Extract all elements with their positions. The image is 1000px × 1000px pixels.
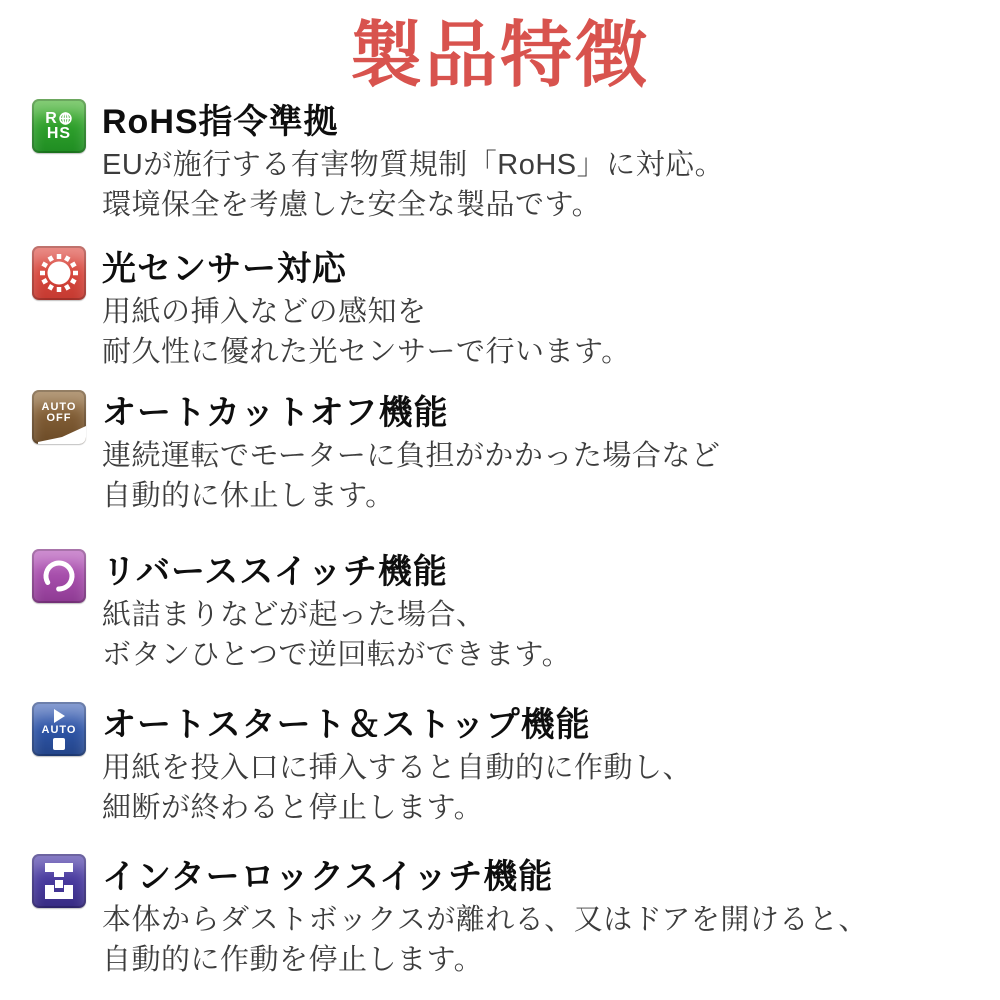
- light-sensor-icon: [32, 246, 86, 300]
- feature-heading: RoHS指令準拠: [102, 103, 339, 141]
- feature-rohs: [32, 99, 962, 225]
- feature-description-line: 用紙の挿入などの感知を: [102, 296, 427, 328]
- feature-heading: オートスタート＆ストップ機能: [102, 706, 591, 744]
- feature-interlock-switch: [32, 854, 962, 980]
- feature-reverse-switch: [32, 549, 962, 675]
- auto-icon-label: AUTO: [41, 723, 77, 736]
- feature-description-line: EUが施行する有害物質規制「RoHS」に対応。: [102, 149, 725, 181]
- rohs-icon-line2: HS: [46, 125, 72, 142]
- reverse-arrow-glyph: [32, 549, 86, 603]
- feature-heading: 光センサー対応: [102, 250, 347, 288]
- feature-description-line: 自動的に作動を停止します。: [102, 944, 484, 976]
- feature-description-line: ボタンひとつで逆回転ができます。: [102, 639, 572, 671]
- feature-description-line: 用紙を投入口に挿入すると自動的に作動し、: [102, 752, 693, 784]
- stop-glyph: [53, 738, 65, 750]
- feature-heading: リバーススイッチ機能: [102, 553, 448, 591]
- feature-light-sensor: [32, 246, 962, 372]
- feature-description-line: 連続運転でモーターに負担がかかった場合など: [102, 440, 721, 472]
- auto-start-stop-icon: [32, 702, 86, 756]
- feature-auto-start-stop: [32, 702, 962, 828]
- reverse-switch-icon: [32, 549, 86, 603]
- paper-glyph: [32, 424, 86, 444]
- feature-description-line: 環境保全を考慮した安全な製品です。: [102, 189, 602, 221]
- sun-glyph: [32, 246, 86, 300]
- globe-glyph: [58, 111, 73, 126]
- rohs-icon: [32, 99, 86, 153]
- interlock-switch-icon: [32, 854, 86, 908]
- feature-heading: インターロックスイッチ機能: [102, 858, 554, 896]
- feature-description-line: 細断が終わると停止します。: [102, 792, 484, 824]
- rohs-icon-line1: R: [45, 111, 73, 126]
- feature-description-line: 紙詰まりなどが起った場合、: [102, 599, 486, 631]
- feature-auto-cut-off: [32, 390, 962, 516]
- feature-description-line: 自動的に休止します。: [102, 480, 395, 512]
- feature-heading: オートカットオフ機能: [102, 394, 449, 432]
- auto-off-icon-line1: AUTO: [41, 401, 77, 413]
- feature-description-line: 本体からダストボックスが離れる、又はドアを開けると、: [102, 904, 868, 936]
- interlock-glyph: [32, 854, 86, 908]
- auto-cut-off-icon: [32, 390, 86, 444]
- page-title: 製品特徴: [349, 16, 650, 96]
- feature-description-line: 耐久性に優れた光センサーで行います。: [102, 336, 631, 368]
- auto-off-icon-line2: OFF: [46, 412, 72, 424]
- play-glyph: [54, 709, 65, 723]
